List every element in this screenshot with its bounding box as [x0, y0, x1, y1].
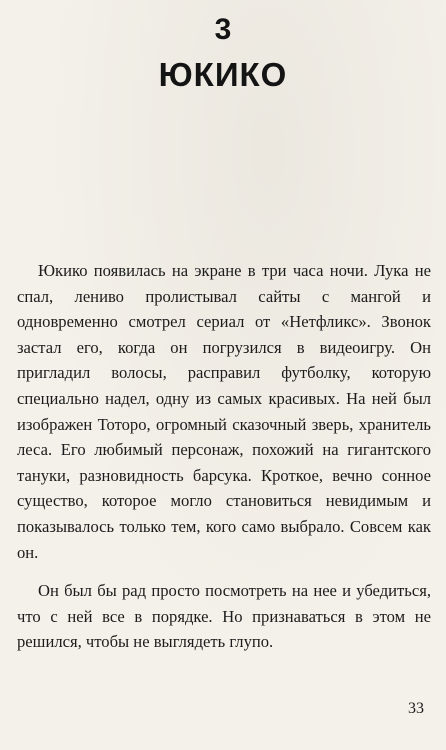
- paragraph: Юкико появилась на экране в три часа ночи. Лука не спал, лениво пролистывал сайты с мангой и одновременно смотрел сериал от «Нетфликс». Звонок застал его, когда он погрузился в видеоигру. Он пригладил волосы, расправил футболку, которую специально надел, одну из самых красивых. На ней был изображен Тоторо, огромный сказочный зверь, хранитель леса. Его любимый персонаж, похожий на гигантского тануки, разновидность барсука. Кроткое, вечно сонное существо, которое могло становиться невидимым и показывалось только тем, кого само выбрало. Совсем как он.: [17, 261, 431, 562]
- chapter-title: ЮКИКО: [158, 56, 288, 93]
- chapter-body: [17, 258, 431, 655]
- page-number: 33: [408, 700, 424, 717]
- chapter-number: 3: [214, 13, 232, 46]
- paragraph: Он был бы рад просто посмотреть на нее и убедиться, что с ней все в порядке. Но признаваться в этом не решился, чтобы не выглядеть глупо.: [17, 581, 431, 652]
